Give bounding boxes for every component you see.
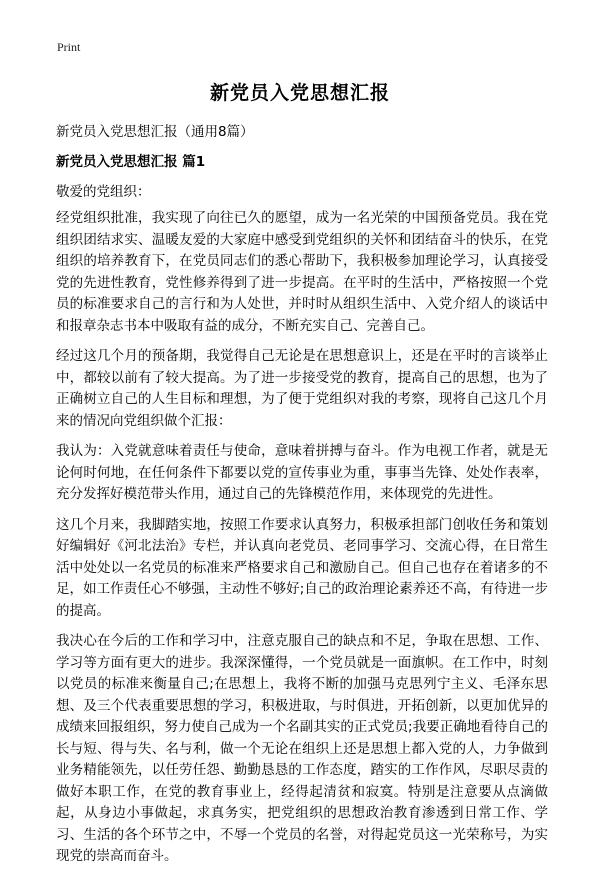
page-title: 新党员入党思想汇报	[209, 82, 390, 104]
print-label: Print	[57, 40, 81, 54]
body-text	[56, 208, 548, 877]
paragraph: 经党组织批准，我实现了向往已久的愿望，成为一名光荣的中国预备党员。我在党组织团结求实、温暖友爱的大家庭中感受到党组织的关怀和团结奋斗的快乐，在党组织的培养教育下，在党员同志们的悉心帮助下，我积极参加理论学习，认真接受党的先进性教育，党性修养得到了进一步提高。在平时的生活中，严格按照一个党员的标准要求自己的言行和为人处世，并时时从组织生活中、入党介绍人的谈话中和报章杂志书本中吸取有益的成分，不断充实自己、完善自己。	[56, 210, 548, 334]
paragraph: 我认为：入党就意味着责任与使命，意味着拼搏与奋斗。作为电视工作者，就是无论何时何地，在任何条件下都要以党的宣传事业为重，事事当先锋、处处作表率，充分发挥好模范带头作用，通过自己的先锋模范作用，来体现党的先进性。	[56, 443, 548, 502]
paragraph: 经过这几个月的预备期，我觉得自己无论是在思想意识上，还是在平时的言谈举止中，都较以前有了较大提高。为了进一步接受党的教育，提高自己的思想，也为了正确树立自己的人生目标和理想，为了便于党组织对我的考察，现将自己这几个月来的情况向党组织做个汇报：	[56, 348, 548, 429]
paragraph: 我决心在今后的工作和学习中，注意克服自己的缺点和不足，争取在思想、工作、学习等方面有更大的进步。我深深懂得，一个党员就是一面旗帜。在工作中，时刻以党员的标准来衡量自己;在思想上，我将不断的加强马克思列宁主义、毛泽东思想、及三个代表重要思想的学习，积极进取，与时俱进，开拓创新，以更加优异的成绩来回报组织，努力使自己成为一个名副其实的正式党员;我要正确地看待自己的长与短、得与失、名与利，做一个无论在组织上还是思想上都入党的人，力争做到业务精能领先，以任劳任怨、勤勤恳恳的工作态度，踏实的工作作风，尽职尽责的做好本职工作，在党的教育事业上，经得起清贫和寂寞。特别是注意要从点滴做起，从身边小事做起，求真务实，把党组织的思想政治教育渗透到日常工作、学习、生活的各个环节之中，不辱一个党员的名誉，对得起党员这一光荣称号，为实现党的崇高而奋斗。	[56, 633, 548, 864]
paragraph: 这几个月来，我脚踏实地，按照工作要求认真努力，积极承担部门创收任务和策划好编辑好《河北法治》专栏，并认真向老党员、老同事学习、交流心得，在日常生活中处处以一名党员的标准来严格要求自己和激励自己。但自己也存在着诸多的不足，如工作责任心不够强，主动性不够好;自己的政治理论素养还不高，有待进一步的提高。	[56, 516, 548, 619]
document-subtitle: 新党员入党思想汇报（通用8篇）	[56, 124, 254, 140]
section-heading: 新党员入党思想汇报 篇1	[56, 154, 206, 170]
greeting-line: 敬爱的党组织：	[56, 184, 151, 200]
